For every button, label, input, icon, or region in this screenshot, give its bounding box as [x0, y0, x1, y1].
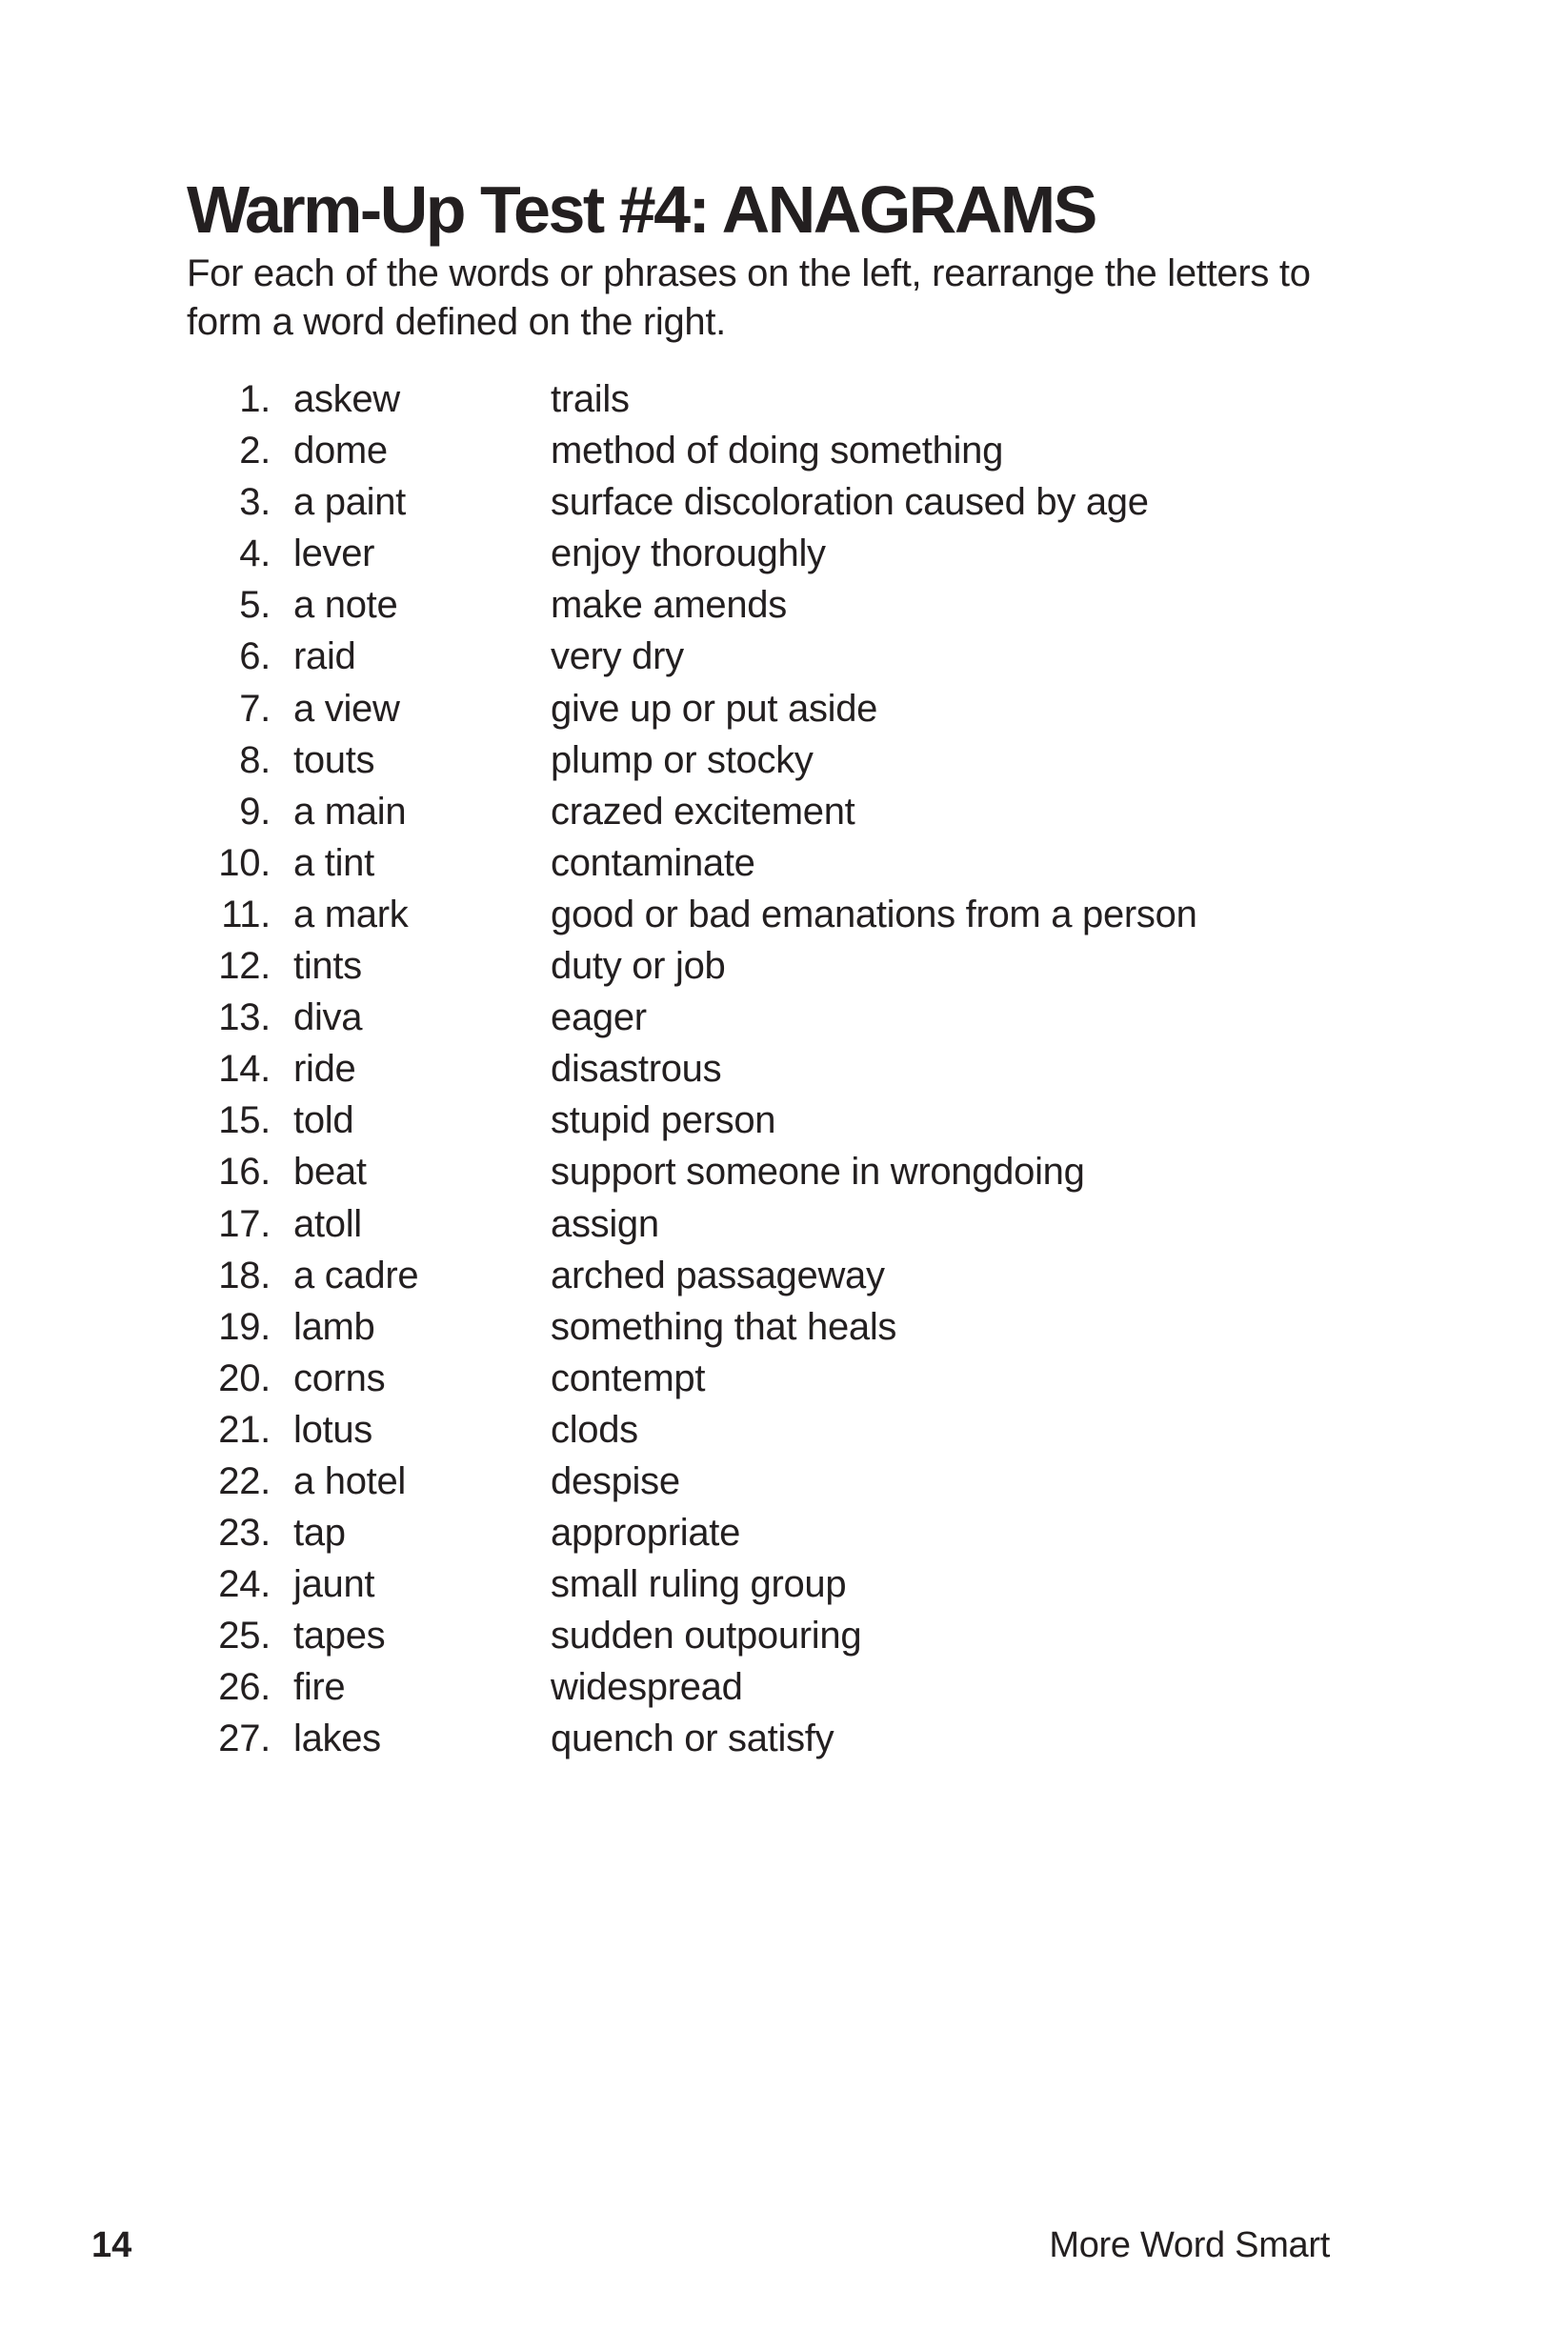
definition: something that heals	[551, 1305, 897, 1348]
list-item	[187, 373, 1387, 425]
list-item	[187, 1610, 1387, 1661]
definition: give up or put aside	[551, 687, 878, 730]
anagram-word: lamb	[293, 1305, 375, 1348]
question-number: 13.	[218, 996, 271, 1039]
anagram-word: diva	[293, 996, 363, 1039]
anagram-word: jaunt	[293, 1563, 375, 1606]
list-item	[187, 1198, 1387, 1250]
anagram-word: lever	[293, 532, 375, 575]
question-number: 12.	[218, 945, 271, 988]
anagram-word: lotus	[293, 1408, 372, 1451]
anagram-word: a paint	[293, 481, 406, 524]
definition: trails	[551, 378, 630, 420]
definition: appropriate	[551, 1512, 741, 1555]
anagram-word: beat	[293, 1151, 367, 1194]
instructions: For each of the words or phrases on the left, rearrange the letters to form a word defined on the right.	[187, 252, 1311, 343]
definition: enjoy thoroughly	[551, 532, 826, 575]
question-number: 15.	[218, 1099, 271, 1142]
definition: contaminate	[551, 841, 755, 884]
question-number: 7.	[239, 687, 271, 730]
question-number: 19.	[218, 1305, 271, 1348]
list-item	[187, 1146, 1387, 1197]
question-number: 20.	[218, 1356, 271, 1399]
definition: very dry	[551, 635, 684, 678]
definition: good or bad emanations from a person	[551, 893, 1197, 935]
question-number: 22.	[218, 1459, 271, 1502]
anagram-word: a main	[293, 790, 407, 833]
list-item	[187, 1713, 1387, 1764]
anagram-word: a cadre	[293, 1254, 419, 1296]
anagram-word: raid	[293, 635, 356, 678]
definition: despise	[551, 1459, 680, 1502]
list-item	[187, 528, 1387, 579]
definition: make amends	[551, 584, 787, 627]
list-item	[187, 476, 1387, 528]
question-number: 24.	[218, 1563, 271, 1606]
list-item	[187, 1043, 1387, 1095]
list-item	[187, 837, 1387, 889]
anagram-word: fire	[293, 1666, 346, 1709]
list-item	[187, 1456, 1387, 1507]
definition: disastrous	[551, 1048, 722, 1091]
question-number: 16.	[218, 1151, 271, 1194]
question-number: 14.	[218, 1048, 271, 1091]
question-number: 17.	[218, 1202, 271, 1245]
definition: small ruling group	[551, 1563, 847, 1606]
definition: widespread	[551, 1666, 743, 1709]
list-item	[187, 1353, 1387, 1404]
anagram-word: a tint	[293, 841, 374, 884]
book-title: More Word Smart	[1049, 2225, 1330, 2265]
page-title: Warm-Up Test #4: ANAGRAMS	[187, 172, 1096, 247]
list-item	[187, 1404, 1387, 1456]
anagram-word: tints	[293, 945, 362, 988]
anagram-word: a note	[293, 584, 398, 627]
question-number: 6.	[239, 635, 271, 678]
definition: arched passageway	[551, 1254, 885, 1296]
anagram-word: tapes	[293, 1615, 386, 1658]
question-number: 4.	[239, 532, 271, 575]
anagram-word: ride	[293, 1048, 356, 1091]
definition: plump or stocky	[551, 738, 814, 781]
list-item	[187, 992, 1387, 1043]
definition: assign	[551, 1202, 659, 1245]
definition: quench or satisfy	[551, 1718, 834, 1760]
list-item	[187, 1558, 1387, 1610]
list-item	[187, 889, 1387, 940]
list-item	[187, 786, 1387, 837]
anagram-word: lakes	[293, 1718, 381, 1760]
list-item	[187, 631, 1387, 682]
question-number: 3.	[239, 481, 271, 524]
anagram-list	[187, 373, 1387, 1765]
anagram-word: a view	[293, 687, 400, 730]
definition: eager	[551, 996, 647, 1039]
definition: support someone in wrongdoing	[551, 1151, 1085, 1194]
question-number: 11.	[221, 893, 271, 935]
question-number: 5.	[239, 584, 271, 627]
list-item	[187, 734, 1387, 786]
question-number: 9.	[239, 790, 271, 833]
question-number: 21.	[218, 1408, 271, 1451]
list-item	[187, 683, 1387, 734]
anagram-word: a mark	[293, 893, 409, 935]
anagram-word: told	[293, 1099, 354, 1142]
question-number: 8.	[239, 738, 271, 781]
list-item	[187, 1095, 1387, 1146]
list-item	[187, 1661, 1387, 1713]
list-item	[187, 425, 1387, 476]
anagram-word: a hotel	[293, 1459, 406, 1502]
question-number: 10.	[218, 841, 271, 884]
question-number: 27.	[218, 1718, 271, 1760]
question-number: 26.	[218, 1666, 271, 1709]
question-number: 2.	[239, 430, 271, 472]
definition: sudden outpouring	[551, 1615, 862, 1658]
anagram-word: dome	[293, 430, 388, 472]
definition: crazed excitement	[551, 790, 855, 833]
question-number: 25.	[218, 1615, 271, 1658]
page-number: 14	[91, 2225, 132, 2265]
anagram-word: tap	[293, 1512, 346, 1555]
definition: clods	[551, 1408, 638, 1451]
question-number: 18.	[218, 1254, 271, 1296]
definition: stupid person	[551, 1099, 776, 1142]
anagram-word: atoll	[293, 1202, 362, 1245]
anagram-word: corns	[293, 1356, 386, 1399]
list-item	[187, 579, 1387, 631]
question-number: 23.	[218, 1512, 271, 1555]
list-item	[187, 940, 1387, 992]
anagram-word: askew	[293, 378, 400, 420]
definition: method of doing something	[551, 430, 1004, 472]
anagram-word: touts	[293, 738, 375, 781]
list-item	[187, 1250, 1387, 1301]
question-number: 1.	[239, 378, 271, 420]
list-item	[187, 1507, 1387, 1558]
definition: duty or job	[551, 945, 726, 988]
definition: surface discoloration caused by age	[551, 481, 1149, 524]
list-item	[187, 1301, 1387, 1353]
definition: contempt	[551, 1356, 706, 1399]
